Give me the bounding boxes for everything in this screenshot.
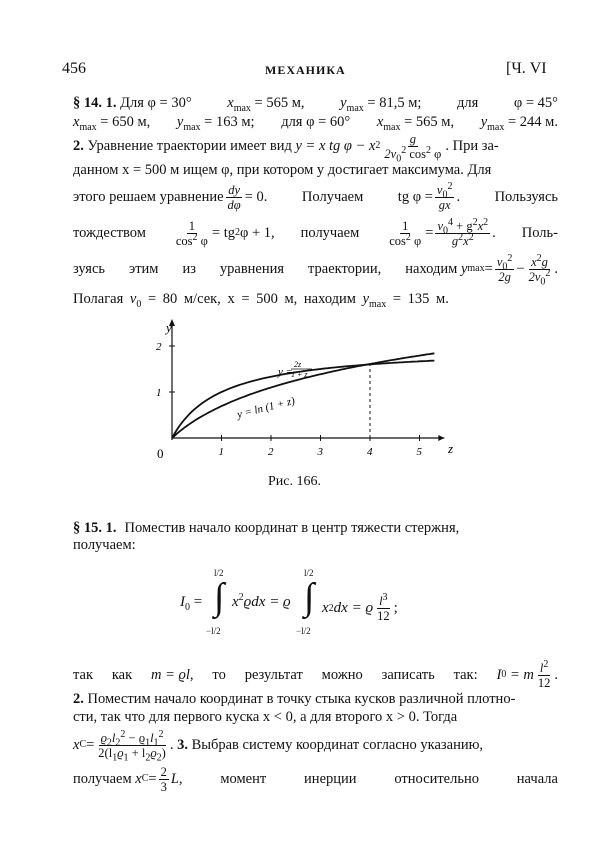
- s14-line-4: данном x = 500 м ищем φ, при котором y достигает максимума. Для: [73, 162, 492, 178]
- figure-caption: Рис. 166.: [268, 474, 321, 489]
- curve-a-label: y =: [278, 366, 294, 378]
- formula-I0: $I_0$ = l/2 ∫ −l/2 $x^2ϱdx = ϱ$ l/2 ∫ −l/2 x 2 dx = ϱ $\frac{l^3}{12}$ ;: [180, 568, 398, 636]
- s15-line-6: x C = $\frac{ϱ_2l_2^2 - ϱ_1l_1^2}{2(l_1ϱ_1 + l_2ϱ_2)}$ . 3. Выбрав систему координат согласно указанию,: [73, 728, 484, 763]
- x-axis-arrow: [438, 435, 444, 441]
- page-number: 456: [62, 60, 86, 77]
- y-axis-label: y: [166, 320, 172, 335]
- fraction-g-over-2v0cos: $\frac{g}{2v_0^2 \cos^2 \varphi}$: [384, 131, 442, 164]
- s15-line-5: сти, так что для первого куска x < 0, а для второго x > 0. Тогда: [73, 709, 458, 725]
- s14-line-2: $x_{max} = 650$ м, $y_{max} = 163$ м; для φ = 60° $x_{max} = 565$ м, $y_{max} = 244$ м.: [73, 114, 558, 133]
- s15-line-2: получаем:: [73, 537, 136, 553]
- x-axis-label: z: [448, 441, 454, 456]
- s14-line-8: Полагая $v_0 = 80$ м/сек, x = 500 м, находим $y_{max} = 135$ м.: [73, 291, 449, 310]
- curve-a-label-num: 2z: [294, 360, 302, 369]
- y-tick-label-2: 2: [156, 341, 162, 353]
- x-tick-label-3: 3: [317, 446, 323, 458]
- s14-line-1: § 14. 1. Для φ = 30° $x_{max} = 565$ м, $y_{max} = 81,5$ м; для φ = 45°: [73, 95, 558, 114]
- chapter-marker: [Ч. VI: [506, 60, 547, 77]
- s14-line-7: зуясь этим из уравнения траектории, находим y max = $\frac{v_0^2}{2g}$ − $\frac{x^2g}{2v_0^2}$ .: [73, 252, 558, 287]
- s14-line-6: тождеством $\frac{1}{\cos^2 \varphi}$ = tg 2 φ + 1, получаем $\frac{1}{\cos^2 \varphi}$ = $\frac{v_0^4 + g^2x^2}{g^2x^2}$ . Поль-: [73, 216, 558, 248]
- x-tick-label-5: 5: [416, 446, 422, 458]
- s15-line-4: 2. Поместим начало координат в точку стыка кусков различной плотно-: [73, 691, 516, 707]
- x-tick-label-2: 2: [268, 446, 274, 458]
- running-title: МЕХАНИКА: [265, 63, 346, 77]
- s14-line-3: 2. Уравнение траектории имеет вид y = x tg φ − x 2 $\frac{g}{2v_0^2 \cos^2 \varphi}$ . При за-: [73, 131, 499, 164]
- x-tick-label-4: 4: [367, 446, 373, 458]
- s14-line-5: этого решаем уравнение $\frac{dy}{d\varphi}$ = 0. Получаем tg φ = $\frac{v_0^2}{gx}$ . Пользуясь: [73, 180, 558, 212]
- curve-a-label-den: 1 + z: [291, 370, 308, 379]
- y-tick-label-1: 1: [156, 387, 162, 399]
- figure-166: [140, 315, 470, 475]
- s15-line-1: § 15. 1. Поместив начало координат в центр тяжести стержня,: [73, 520, 460, 536]
- origin-label: 0: [157, 446, 164, 461]
- curve-b-label: y = ln (1 + z): [235, 394, 297, 421]
- s15-line-3: так как m = ϱl, то результат можно записать так: I 0 = m $\frac{l^2}{12}$ .: [73, 658, 558, 690]
- s15-line-7: получаем x C = $\frac{2}{3}$ L, момент инерции относительно начала: [73, 764, 558, 794]
- curve-log: [172, 353, 434, 438]
- x-tick-label-1: 1: [218, 446, 224, 458]
